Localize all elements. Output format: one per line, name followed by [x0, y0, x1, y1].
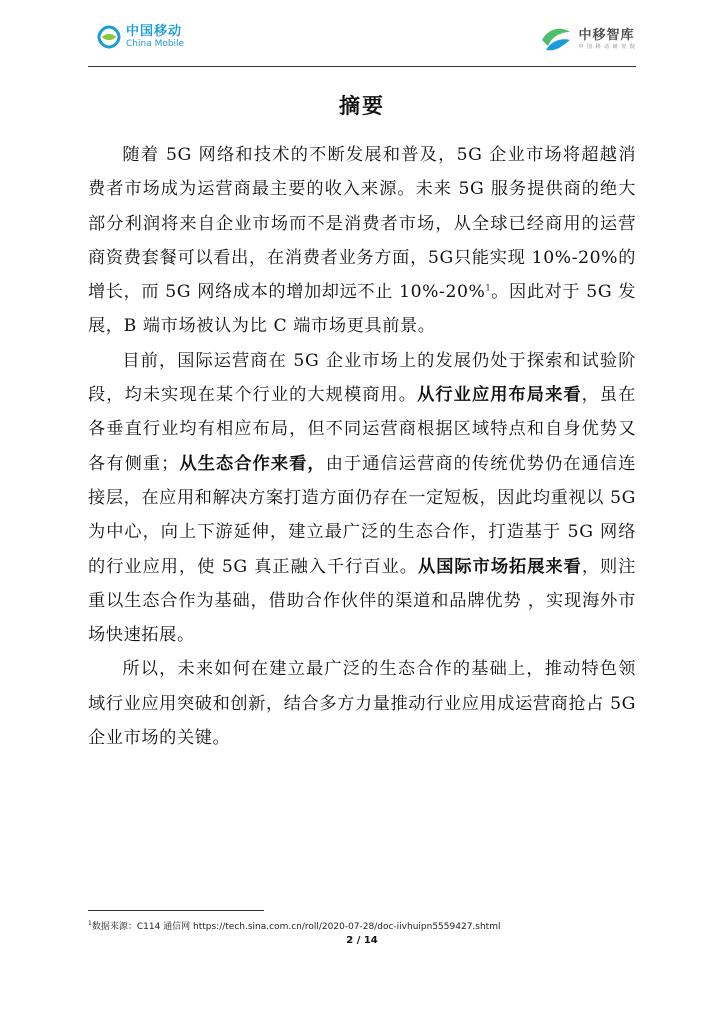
page-title: 摘要	[339, 94, 385, 118]
main-content	[88, 138, 636, 755]
paragraph-2-s2: ，虽在各垂直行业均有相应布局，但不同运营商根据区域特点和自身优势又各有侧重；	[88, 385, 636, 474]
paragraph-2-s4: ，则注重以生态合作为基础，借助合作伙伴的渠道和品牌优势 ，实现海外市场快速拓展。	[88, 556, 636, 646]
page-header	[88, 18, 636, 67]
zhongyi-logo-icon	[538, 22, 574, 56]
paragraph-2	[88, 344, 636, 653]
footnote	[88, 919, 500, 932]
paragraph-2-s3: 由于通信运营商的传统优势仍在通信连接层，在应用和解决方案打造方面仍存在一定短板，因此均重视以 5G 为中心，向上下游延伸，建立最广泛的生态合作，打造基于 5G 网络的行业应用，使 5G 真正融入千行百业。	[88, 453, 636, 577]
china-mobile-logo	[96, 24, 184, 50]
paragraph-3: 所以，未来如何在建立最广泛的生态合作的基础上，推动特色领域行业应用突破和创新，结合多方力量推动行业应用成运营商抢占 5G 企业市场的关键。	[88, 659, 636, 749]
paragraph-2-s1: 目前，国际运营商在 5G 企业市场上的发展仍处于探索和试验阶段，均未实现在某个行业的大规模商用。	[88, 350, 636, 406]
bold-international: 从国际市场拓展来看	[418, 556, 582, 577]
china-mobile-en: China Mobile	[126, 39, 185, 49]
bold-ecosystem: 从生态合作来看，	[178, 453, 326, 474]
footnote-divider	[88, 910, 264, 911]
page-number: 2 / 14	[346, 935, 378, 946]
footnote-number: 1	[88, 920, 92, 927]
bold-industry-layout: 从行业应用布局来看	[417, 385, 582, 406]
paragraph-1-tail: 。因此对于 5G 发展，B 端市场被认为比 C 端市场更具前景。	[88, 282, 637, 337]
zhongyi-think-tank-logo	[538, 22, 636, 56]
zhongyi-cn: 中移智库	[578, 27, 635, 43]
paragraph-1	[88, 138, 636, 344]
paragraph-1-text: 随着 5G 网络和技术的不断发展和普及，5G 企业市场将超越消费者市场成为运营商最主要的收入来源。未来 5G 服务提供商的绝大部分利润将来自企业市场而不是消费者市场，从全球已经商用的运营商资费套餐可以看出，在消费者业务方面，5G只能实现 10%-20%的增长，而 5G 网络成本的增加却远不止 10%-20%	[88, 145, 636, 303]
footnote-ref[interactable]: 1	[485, 283, 492, 293]
china-mobile-cn: 中国移动	[126, 24, 183, 39]
china-mobile-logo-icon	[96, 24, 122, 50]
footnote-text[interactable]: 数据来源：C114 通信网 https://tech.sina.com.cn/roll/2020-07-28/doc-iivhuipn5559427.shtml	[91, 922, 501, 932]
zhongyi-sub: 中 国 移 动 研 究 院	[578, 43, 636, 50]
